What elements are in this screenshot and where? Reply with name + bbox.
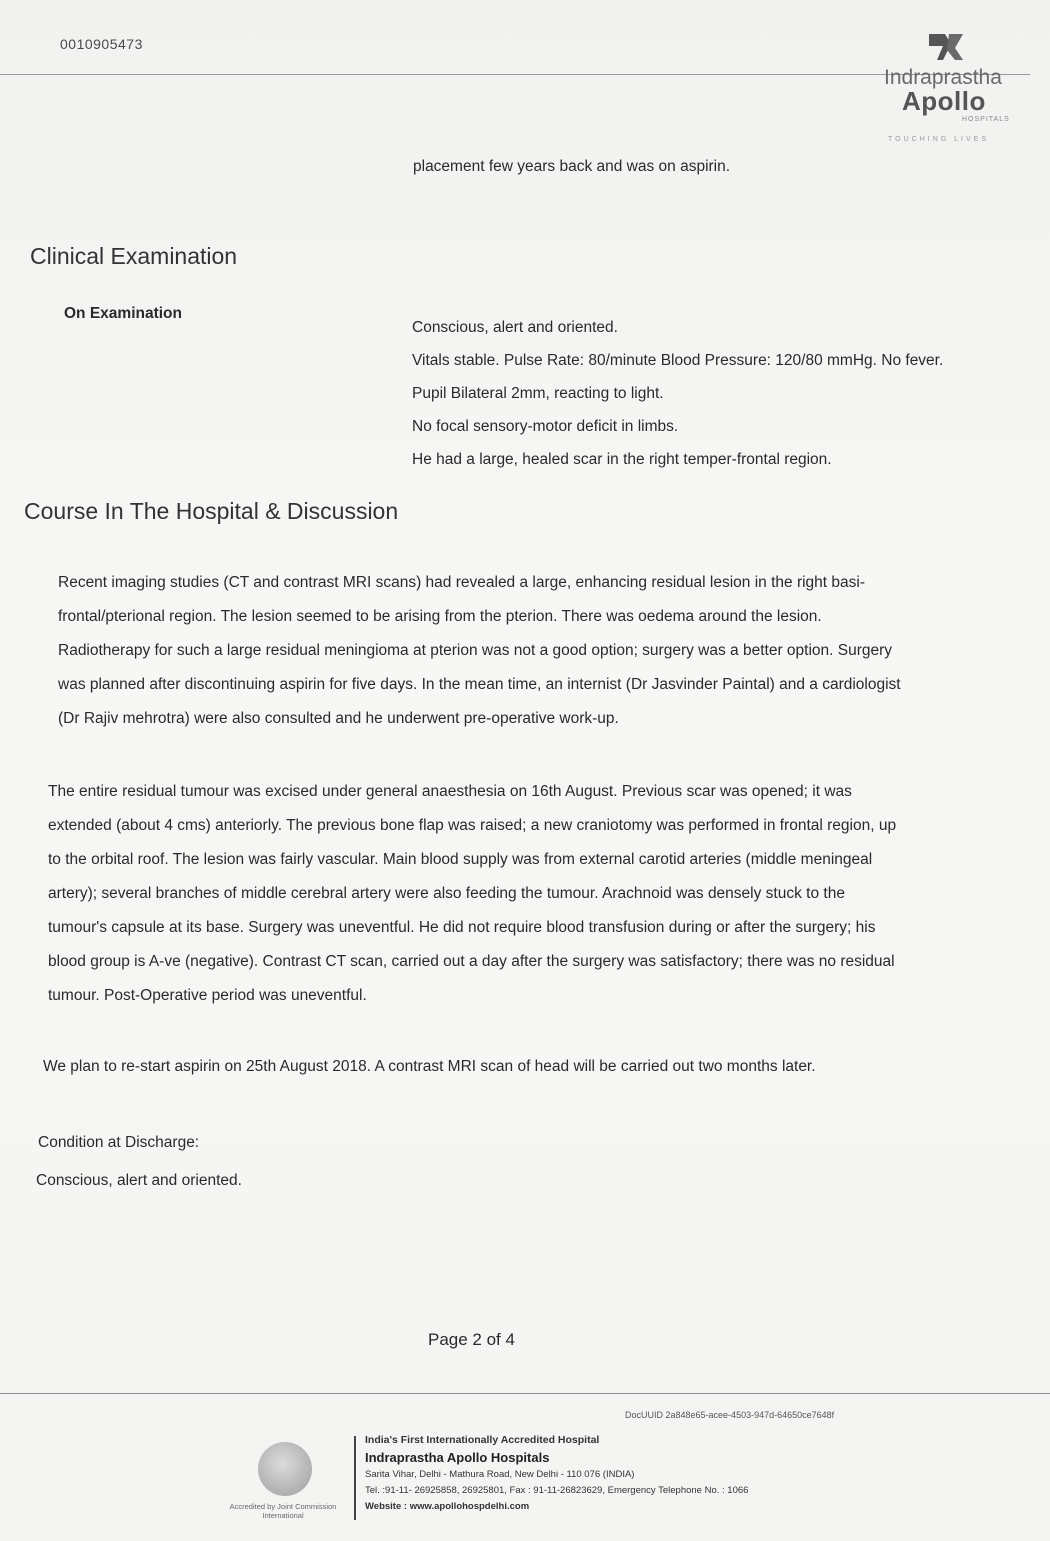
hospital-logo [872, 30, 1022, 150]
apollo-logo-icon [927, 30, 967, 64]
paragraph-line: frontal/pterional region. The lesion seemed to be arising from the pterion. There was oedema around the lesion. [58, 608, 822, 625]
paragraph-line: to the orbital roof. The lesion was fairly vascular. Main blood supply was from external carotid arteries (middle meningeal [48, 851, 873, 868]
paragraph-line: extended (about 4 cms) anteriorly. The previous bone flap was raised; a new craniotomy was performed in frontal region, up [48, 817, 897, 834]
footer-vertical-divider [354, 1436, 356, 1520]
footer-contact [365, 1434, 748, 1517]
finding-line: Conscious, alert and oriented. [412, 319, 618, 336]
logo-text-apollo: Apollo [902, 86, 986, 116]
footer-hospital-name: Indraprastha Apollo Hospitals [365, 1450, 550, 1465]
on-examination-label: On Examination [64, 305, 182, 322]
paragraph-line: (Dr Rajiv mehrotra) were also consulted and he underwent pre-operative work-up. [58, 710, 619, 727]
accreditation-text: Accredited by Joint Commission International [229, 1502, 337, 1520]
footer-address: Sarita Vihar, Delhi - Mathura Road, New Delhi - 110 076 (INDIA) [365, 1469, 635, 1480]
jci-seal-icon [258, 1442, 312, 1496]
course-heading: Course In The Hospital & Discussion [24, 498, 399, 524]
course-paragraph-2 [48, 775, 896, 1013]
footer-website: Website : www.apollohospdelhi.com [365, 1501, 530, 1512]
paragraph-line: was planned after discontinuing aspirin for five days. In the mean time, an internist (Dr Jasvinder Paintal) and a cardiologist [58, 676, 901, 693]
paragraph-line: Recent imaging studies (CT and contrast MRI scans) had revealed a large, enhancing residual lesion in the right basi- [58, 574, 866, 591]
course-paragraph-3: We plan to re-start aspirin on 25th August 2018. A contrast MRI scan of head will be carried out two months later. [43, 1058, 816, 1075]
clinical-examination-heading: Clinical Examination [30, 243, 238, 269]
logo-tagline: TOUCHING LIVES [888, 136, 989, 143]
paragraph-line: Radiotherapy for such a large residual meningioma at pterion was not a good option; surgery was a better option. Surgery [58, 642, 893, 659]
paragraph-line: artery); several branches of middle cerebral artery were also feeding the tumour. Arachnoid was densely stuck to the [48, 885, 845, 902]
paragraph-line: blood group is A-ve (negative). Contrast CT scan, carried out a day after the surgery was satisfactory; there was no residual [48, 953, 895, 970]
page-number: Page 2 of 4 [428, 1330, 515, 1349]
discharge-value: Conscious, alert and oriented. [36, 1172, 242, 1189]
finding-line: He had a large, healed scar in the right temper-frontal region. [412, 451, 832, 468]
continuation-text: placement few years back and was on aspirin. [413, 158, 731, 175]
document-number: 0010905473 [60, 36, 143, 52]
paragraph-line: The entire residual tumour was excised under general anaesthesia on 16th August. Previous scar was opened; it was [48, 783, 852, 800]
discharge-label: Condition at Discharge: [38, 1134, 200, 1151]
footer-tagline: India's First Internationally Accredited Hospital [365, 1434, 600, 1446]
finding-line: Vitals stable. Pulse Rate: 80/minute Blood Pressure: 120/80 mmHg. No fever. [412, 352, 944, 369]
doc-uuid: DocUUID 2a848e65-acee-4503-947d-64650ce7648f [625, 1410, 835, 1420]
footer-phone: Tel. :91-11- 26925858, 26925801, Fax : 91-11-26823629, Emergency Telephone No. : 1066 [365, 1485, 749, 1496]
course-paragraph-1 [58, 566, 901, 736]
footer-divider [0, 1393, 1050, 1394]
finding-line: Pupil Bilateral 2mm, reacting to light. [412, 385, 664, 402]
paragraph-line: tumour's capsule at its base. Surgery was uneventful. He did not require blood transfusion during or after the surgery; his [48, 919, 876, 936]
logo-text-indraprastha: Indraprastha [884, 66, 1002, 89]
finding-line: No focal sensory-motor deficit in limbs. [412, 418, 679, 435]
paragraph-line: tumour. Post-Operative period was uneventful. [48, 987, 367, 1004]
logo-text-hospitals: HOSPITALS [962, 116, 1010, 123]
